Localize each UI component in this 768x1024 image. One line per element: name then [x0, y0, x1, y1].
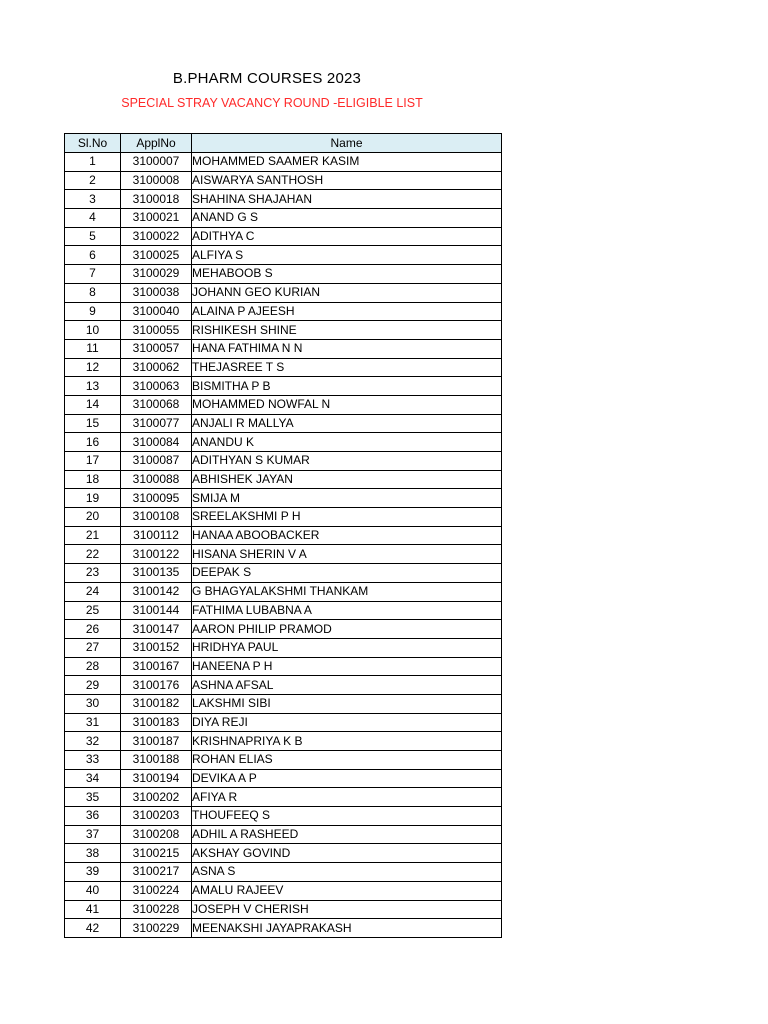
table-row	[65, 209, 502, 228]
cell-applno: 3100187	[121, 732, 192, 751]
column-header-slno: Sl.No	[65, 134, 121, 153]
cell-slno: 11	[65, 339, 121, 358]
cell-slno: 3	[65, 190, 121, 209]
table-row	[65, 638, 502, 657]
cell-applno: 3100182	[121, 694, 192, 713]
cell-applno: 3100062	[121, 358, 192, 377]
cell-name: ANANDU K	[192, 433, 502, 452]
cell-name: HISANA SHERIN V A	[192, 545, 502, 564]
cell-slno: 35	[65, 788, 121, 807]
table-row	[65, 227, 502, 246]
cell-name: HANAA ABOOBACKER	[192, 526, 502, 545]
cell-name: RISHIKESH SHINE	[192, 321, 502, 340]
table-row	[65, 414, 502, 433]
cell-applno: 3100208	[121, 825, 192, 844]
table-row	[65, 489, 502, 508]
column-header-applno: ApplNo	[121, 134, 192, 153]
cell-slno: 37	[65, 825, 121, 844]
cell-applno: 3100194	[121, 769, 192, 788]
cell-name: THEJASREE T S	[192, 358, 502, 377]
cell-applno: 3100007	[121, 153, 192, 172]
table-row	[65, 825, 502, 844]
cell-applno: 3100183	[121, 713, 192, 732]
cell-applno: 3100202	[121, 788, 192, 807]
cell-slno: 27	[65, 638, 121, 657]
cell-applno: 3100152	[121, 638, 192, 657]
cell-slno: 38	[65, 844, 121, 863]
cell-name: ADITHYAN S KUMAR	[192, 452, 502, 471]
cell-name: MEHABOOB S	[192, 265, 502, 284]
table-row	[65, 564, 502, 583]
cell-name: AARON PHILIP PRAMOD	[192, 620, 502, 639]
cell-name: DIYA REJI	[192, 713, 502, 732]
cell-name: DEVIKA A P	[192, 769, 502, 788]
cell-slno: 2	[65, 171, 121, 190]
cell-slno: 34	[65, 769, 121, 788]
cell-name: HANEENA P H	[192, 657, 502, 676]
cell-applno: 3100142	[121, 582, 192, 601]
cell-name: FATHIMA LUBABNA A	[192, 601, 502, 620]
cell-applno: 3100057	[121, 339, 192, 358]
table-row	[65, 694, 502, 713]
cell-name: ANAND G S	[192, 209, 502, 228]
table-row	[65, 395, 502, 414]
table-row	[65, 582, 502, 601]
cell-name: ABHISHEK JAYAN	[192, 470, 502, 489]
cell-slno: 5	[65, 227, 121, 246]
cell-applno: 3100217	[121, 863, 192, 882]
cell-name: MOHAMMED SAAMER KASIM	[192, 153, 502, 172]
table-row	[65, 844, 502, 863]
cell-name: AMALU RAJEEV	[192, 881, 502, 900]
table-row	[65, 676, 502, 695]
cell-name: ANJALI R MALLYA	[192, 414, 502, 433]
cell-slno: 18	[65, 470, 121, 489]
cell-applno: 3100144	[121, 601, 192, 620]
table-row	[65, 470, 502, 489]
cell-name: ASHNA AFSAL	[192, 676, 502, 695]
cell-name: ADITHYA C	[192, 227, 502, 246]
cell-name: BISMITHA P B	[192, 377, 502, 396]
cell-slno: 14	[65, 395, 121, 414]
cell-name: ADHIL A RASHEED	[192, 825, 502, 844]
cell-name: SHAHINA SHAJAHAN	[192, 190, 502, 209]
table-row	[65, 713, 502, 732]
cell-slno: 30	[65, 694, 121, 713]
table-row	[65, 881, 502, 900]
cell-applno: 3100224	[121, 881, 192, 900]
table-row	[65, 807, 502, 826]
cell-slno: 10	[65, 321, 121, 340]
cell-applno: 3100135	[121, 564, 192, 583]
cell-applno: 3100108	[121, 508, 192, 527]
cell-applno: 3100055	[121, 321, 192, 340]
table-row	[65, 526, 502, 545]
cell-name: AKSHAY GOVIND	[192, 844, 502, 863]
table-row	[65, 769, 502, 788]
cell-applno: 3100228	[121, 900, 192, 919]
table-row	[65, 377, 502, 396]
cell-name: SMIJA M	[192, 489, 502, 508]
eligible-list-table	[64, 133, 502, 938]
cell-name: ROHAN ELIAS	[192, 751, 502, 770]
cell-slno: 36	[65, 807, 121, 826]
cell-applno: 3100176	[121, 676, 192, 695]
cell-slno: 28	[65, 657, 121, 676]
table-row	[65, 657, 502, 676]
table-row	[65, 339, 502, 358]
cell-slno: 40	[65, 881, 121, 900]
cell-slno: 21	[65, 526, 121, 545]
table-row	[65, 788, 502, 807]
cell-slno: 22	[65, 545, 121, 564]
cell-slno: 25	[65, 601, 121, 620]
cell-applno: 3100077	[121, 414, 192, 433]
cell-slno: 15	[65, 414, 121, 433]
cell-slno: 17	[65, 452, 121, 471]
cell-name: MEENAKSHI JAYAPRAKASH	[192, 919, 502, 938]
table-row	[65, 246, 502, 265]
cell-applno: 3100147	[121, 620, 192, 639]
cell-applno: 3100018	[121, 190, 192, 209]
table-row	[65, 919, 502, 938]
cell-name: ALAINA P AJEESH	[192, 302, 502, 321]
cell-applno: 3100112	[121, 526, 192, 545]
cell-slno: 33	[65, 751, 121, 770]
cell-applno: 3100022	[121, 227, 192, 246]
cell-slno: 39	[65, 863, 121, 882]
cell-slno: 8	[65, 283, 121, 302]
table-row	[65, 601, 502, 620]
cell-applno: 3100188	[121, 751, 192, 770]
cell-applno: 3100122	[121, 545, 192, 564]
cell-name: ASNA S	[192, 863, 502, 882]
cell-slno: 41	[65, 900, 121, 919]
cell-applno: 3100038	[121, 283, 192, 302]
cell-applno: 3100087	[121, 452, 192, 471]
document-title: B.PHARM COURSES 2023	[172, 70, 362, 87]
cell-name: THOUFEEQ S	[192, 807, 502, 826]
cell-applno: 3100084	[121, 433, 192, 452]
table-row	[65, 863, 502, 882]
cell-name: DEEPAK S	[192, 564, 502, 583]
cell-slno: 1	[65, 153, 121, 172]
table-row	[65, 508, 502, 527]
table-row	[65, 321, 502, 340]
cell-slno: 12	[65, 358, 121, 377]
cell-slno: 16	[65, 433, 121, 452]
cell-applno: 3100167	[121, 657, 192, 676]
cell-applno: 3100021	[121, 209, 192, 228]
table-row	[65, 452, 502, 471]
cell-name: JOSEPH V CHERISH	[192, 900, 502, 919]
cell-slno: 29	[65, 676, 121, 695]
cell-applno: 3100229	[121, 919, 192, 938]
table-row	[65, 283, 502, 302]
cell-name: KRISHNAPRIYA K B	[192, 732, 502, 751]
table-row	[65, 302, 502, 321]
cell-slno: 32	[65, 732, 121, 751]
table-row	[65, 545, 502, 564]
document-subtitle: SPECIAL STRAY VACANCY ROUND -ELIGIBLE LIST	[121, 96, 423, 110]
cell-applno: 3100025	[121, 246, 192, 265]
cell-applno: 3100095	[121, 489, 192, 508]
table-row	[65, 732, 502, 751]
cell-slno: 9	[65, 302, 121, 321]
table-row	[65, 620, 502, 639]
cell-applno: 3100203	[121, 807, 192, 826]
cell-name: HANA FATHIMA N N	[192, 339, 502, 358]
cell-slno: 19	[65, 489, 121, 508]
cell-slno: 23	[65, 564, 121, 583]
cell-slno: 13	[65, 377, 121, 396]
cell-name: AFIYA R	[192, 788, 502, 807]
cell-name: AISWARYA SANTHOSH	[192, 171, 502, 190]
cell-slno: 31	[65, 713, 121, 732]
cell-applno: 3100068	[121, 395, 192, 414]
cell-slno: 26	[65, 620, 121, 639]
cell-applno: 3100029	[121, 265, 192, 284]
cell-applno: 3100088	[121, 470, 192, 489]
table-header-row	[65, 134, 502, 153]
cell-applno: 3100040	[121, 302, 192, 321]
cell-slno: 24	[65, 582, 121, 601]
cell-slno: 4	[65, 209, 121, 228]
table-row	[65, 171, 502, 190]
cell-name: JOHANN GEO KURIAN	[192, 283, 502, 302]
table-row	[65, 190, 502, 209]
cell-name: LAKSHMI SIBI	[192, 694, 502, 713]
cell-slno: 42	[65, 919, 121, 938]
table-row	[65, 751, 502, 770]
cell-name: HRIDHYA PAUL	[192, 638, 502, 657]
table-row	[65, 433, 502, 452]
cell-slno: 6	[65, 246, 121, 265]
cell-name: MOHAMMED NOWFAL N	[192, 395, 502, 414]
cell-applno: 3100008	[121, 171, 192, 190]
cell-applno: 3100063	[121, 377, 192, 396]
cell-applno: 3100215	[121, 844, 192, 863]
cell-name: SREELAKSHMI P H	[192, 508, 502, 527]
column-header-name: Name	[192, 134, 502, 153]
cell-slno: 7	[65, 265, 121, 284]
table-row	[65, 265, 502, 284]
cell-slno: 20	[65, 508, 121, 527]
table-row	[65, 153, 502, 172]
cell-name: ALFIYA S	[192, 246, 502, 265]
table-row	[65, 358, 502, 377]
table-row	[65, 900, 502, 919]
cell-name: G BHAGYALAKSHMI THANKAM	[192, 582, 502, 601]
